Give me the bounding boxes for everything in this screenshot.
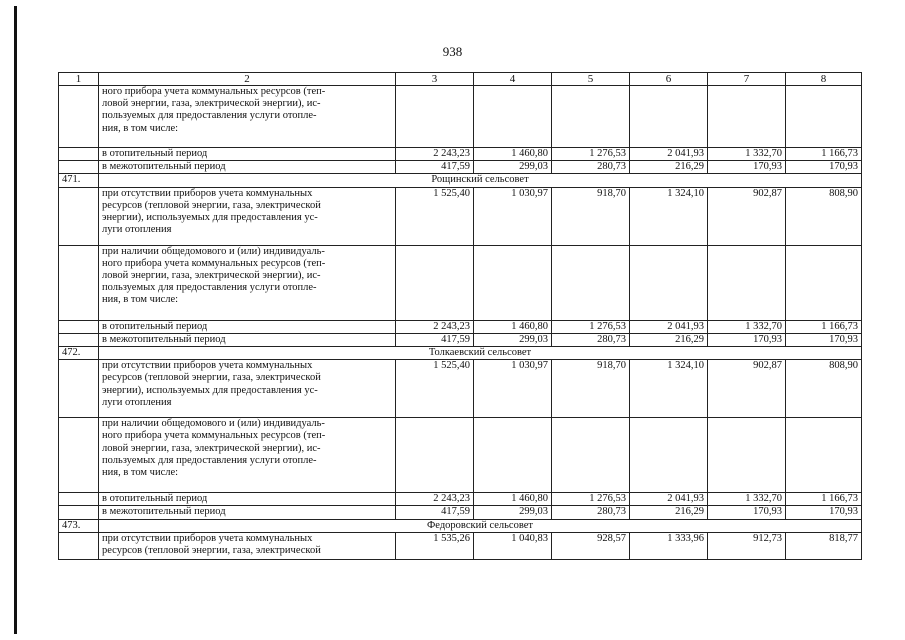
value-cell: 918,70 (552, 360, 630, 418)
header-row (59, 73, 862, 86)
value-cell: 170,93 (708, 161, 786, 174)
value-cell: 1 332,70 (708, 320, 786, 333)
value-cell: 1 166,73 (786, 493, 862, 506)
number-cell (59, 418, 99, 493)
description-cell: при отсутствии приборов учета коммунальных ресурсов (тепловой энергии, газа, электрической энергии), используемых для предоставления ус- луги отопления (99, 360, 396, 418)
number-cell (59, 506, 99, 519)
value-cell: 902,87 (708, 187, 786, 245)
value-cell: 417,59 (396, 161, 474, 174)
value-cell: 1 535,26 (396, 532, 474, 559)
value-cell: 808,90 (786, 360, 862, 418)
description-cell: ного прибора учета коммунальных ресурсов (теп- ловой энергии, газа, электрической энергии), ис- пользуемых для предоставления услуги отопле- ния, в том числе: (99, 86, 396, 148)
number-cell (59, 161, 99, 174)
description-cell: в отопительный период (99, 148, 396, 161)
value-cell: 216,29 (630, 506, 708, 519)
value-cell: 1 166,73 (786, 148, 862, 161)
description-cell: при наличии общедомового и (или) индивидуаль- ного прибора учета коммунальных ресурсов (теп- ловой энергии, газа, электрической энергии), ис- пользуемых для предоставления услуги отопле- ния, в том числе: (99, 245, 396, 320)
value-cell: 2 041,93 (630, 148, 708, 161)
table-row (59, 86, 862, 148)
table-row (59, 418, 862, 493)
left-margin-bar (14, 6, 17, 634)
value-cell: 1 276,53 (552, 320, 630, 333)
description-cell: при наличии общедомового и (или) индивидуаль- ного прибора учета коммунальных ресурсов (теп- ловой энергии, газа, электрической энергии), ис- пользуемых для предоставления услуги отопле- ния, в том числе: (99, 418, 396, 493)
value-cell (630, 245, 708, 320)
value-cell (396, 86, 474, 148)
value-cell: 1 460,80 (474, 148, 552, 161)
value-cell: 216,29 (630, 333, 708, 346)
value-cell (786, 245, 862, 320)
value-cell: 1 324,10 (630, 360, 708, 418)
value-cell: 170,93 (708, 506, 786, 519)
value-cell: 417,59 (396, 333, 474, 346)
section-name: Федоровский сельсовет (99, 519, 862, 532)
table-body (59, 73, 862, 560)
value-cell: 170,93 (786, 161, 862, 174)
value-cell: 1 460,80 (474, 320, 552, 333)
value-cell: 808,90 (786, 187, 862, 245)
table-row (59, 187, 862, 245)
value-cell: 299,03 (474, 161, 552, 174)
column-header: 7 (708, 73, 786, 86)
number-cell (59, 532, 99, 559)
column-header: 1 (59, 73, 99, 86)
value-cell: 1 276,53 (552, 148, 630, 161)
value-cell: 280,73 (552, 506, 630, 519)
table-row (59, 360, 862, 418)
value-cell: 299,03 (474, 506, 552, 519)
value-cell: 216,29 (630, 161, 708, 174)
number-cell (59, 493, 99, 506)
value-cell: 912,73 (708, 532, 786, 559)
value-cell (552, 86, 630, 148)
number-cell (59, 148, 99, 161)
column-header: 2 (99, 73, 396, 86)
section-row (59, 347, 862, 360)
number-cell (59, 333, 99, 346)
value-cell: 1 166,73 (786, 320, 862, 333)
number-cell (59, 320, 99, 333)
value-cell: 2 041,93 (630, 320, 708, 333)
description-cell: в отопительный период (99, 320, 396, 333)
column-header: 4 (474, 73, 552, 86)
value-cell: 1 040,83 (474, 532, 552, 559)
column-header: 8 (786, 73, 862, 86)
value-cell (474, 418, 552, 493)
table-row (59, 320, 862, 333)
value-cell (708, 418, 786, 493)
value-cell (630, 86, 708, 148)
value-cell (786, 418, 862, 493)
section-name: Толкаевский сельсовет (99, 347, 862, 360)
value-cell: 170,93 (786, 506, 862, 519)
value-cell: 1 030,97 (474, 360, 552, 418)
value-cell: 902,87 (708, 360, 786, 418)
description-cell: при отсутствии приборов учета коммунальных ресурсов (тепловой энергии, газа, электрической (99, 532, 396, 559)
description-cell: в межотопительный период (99, 506, 396, 519)
value-cell: 1 525,40 (396, 187, 474, 245)
description-cell: в отопительный период (99, 493, 396, 506)
section-row (59, 174, 862, 187)
value-cell: 417,59 (396, 506, 474, 519)
column-header: 5 (552, 73, 630, 86)
value-cell: 1 332,70 (708, 493, 786, 506)
page-number: 938 (442, 44, 463, 59)
description-cell: при отсутствии приборов учета коммунальных ресурсов (тепловой энергии, газа, электрической энергии), используемых для предоставления ус- луги отопления (99, 187, 396, 245)
column-header: 6 (630, 73, 708, 86)
table-row (59, 532, 862, 559)
table-row (59, 161, 862, 174)
number-cell (59, 245, 99, 320)
table-row (59, 245, 862, 320)
value-cell: 2 243,23 (396, 320, 474, 333)
value-cell: 280,73 (552, 161, 630, 174)
value-cell: 818,77 (786, 532, 862, 559)
table-row (59, 506, 862, 519)
value-cell (552, 245, 630, 320)
value-cell: 1 332,70 (708, 148, 786, 161)
number-cell (59, 187, 99, 245)
value-cell (396, 245, 474, 320)
value-cell: 2 243,23 (396, 148, 474, 161)
value-cell (708, 86, 786, 148)
value-cell: 1 525,40 (396, 360, 474, 418)
tariff-table (58, 72, 862, 560)
value-cell: 1 460,80 (474, 493, 552, 506)
table-row (59, 493, 862, 506)
value-cell (630, 418, 708, 493)
value-cell: 2 041,93 (630, 493, 708, 506)
value-cell: 170,93 (786, 333, 862, 346)
description-cell: в межотопительный период (99, 161, 396, 174)
value-cell: 1 324,10 (630, 187, 708, 245)
value-cell (786, 86, 862, 148)
value-cell (708, 245, 786, 320)
value-cell (474, 86, 552, 148)
section-row (59, 519, 862, 532)
number-cell (59, 360, 99, 418)
value-cell: 299,03 (474, 333, 552, 346)
value-cell: 1 030,97 (474, 187, 552, 245)
value-cell: 1 333,96 (630, 532, 708, 559)
section-number: 471. (59, 174, 99, 187)
value-cell (474, 245, 552, 320)
value-cell: 280,73 (552, 333, 630, 346)
column-header: 3 (396, 73, 474, 86)
description-cell: в межотопительный период (99, 333, 396, 346)
value-cell: 2 243,23 (396, 493, 474, 506)
value-cell: 1 276,53 (552, 493, 630, 506)
section-number: 472. (59, 347, 99, 360)
value-cell (396, 418, 474, 493)
value-cell (552, 418, 630, 493)
value-cell: 918,70 (552, 187, 630, 245)
value-cell: 928,57 (552, 532, 630, 559)
number-cell (59, 86, 99, 148)
table-row (59, 333, 862, 346)
section-number: 473. (59, 519, 99, 532)
section-name: Рощинский сельсовет (99, 174, 862, 187)
table-row (59, 148, 862, 161)
value-cell: 170,93 (708, 333, 786, 346)
